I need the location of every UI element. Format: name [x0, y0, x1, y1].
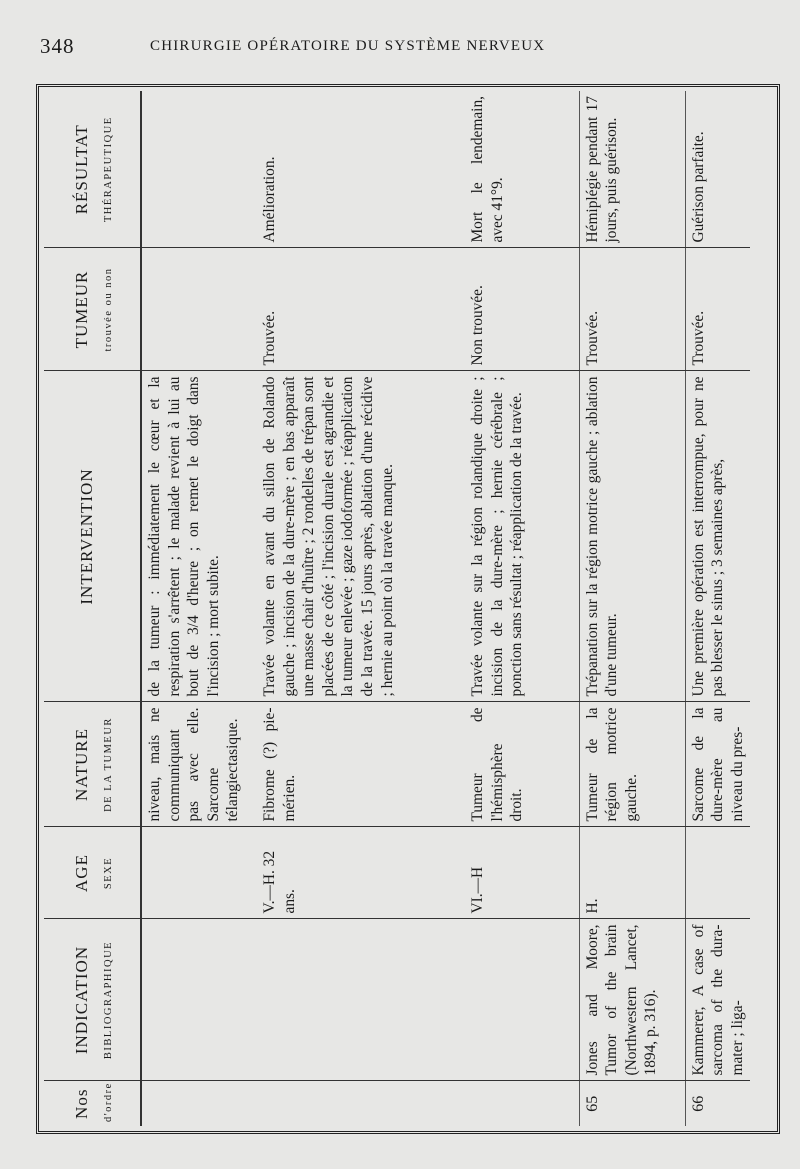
cell-tumeur: Non trouvée.	[465, 248, 579, 371]
cell-age: V.—H. 32 ans.	[257, 827, 465, 919]
cell-nature: Sarcome de la dure-mère au niveau du pres-	[685, 702, 750, 827]
cell-biblio: Jones and Moore, Tumor of the brain (Northwestern Lancet, 1894, p. 316).	[579, 919, 685, 1081]
cell-resultat: Guérison parfaite.	[685, 91, 750, 248]
cell-intervention: Travée volante en avant du sillon de Rolando gauche ; incision de la dure-mère ; en bas apparaît une masse chair d'huître ; 2 rondelles de trépan sont placées de ce côté ; l'incision durale est agrandie et la tumeur enlevée ; gaze iodoformée ; réapplication de la travée. 15 jours après, ablation d'une récidive ; hernie au point où la travée manque.	[257, 371, 465, 702]
cell-nature: Fibrome (?) pie-mérien.	[257, 702, 465, 827]
cell-nature: Tumeur de la région motrice gauche.	[579, 702, 685, 827]
cell-resultat: Hémiplégie pendant 17 jours, puis guérison.	[579, 91, 685, 248]
header-age: AGE SEXE	[44, 827, 141, 919]
cell-num	[141, 1081, 257, 1126]
header-num: Nos d'ordre	[44, 1081, 141, 1126]
surgery-cases-table	[44, 91, 750, 1126]
cell-biblio: Kammerer, A case of sarcoma of the dura-mater ; liga-	[685, 919, 750, 1081]
cell-tumeur: Trouvée.	[579, 248, 685, 371]
cell-biblio	[465, 919, 579, 1081]
rotated-table-container	[44, 91, 766, 1126]
table-row	[257, 91, 465, 1126]
cell-num	[465, 1081, 579, 1126]
cell-num: 66	[685, 1081, 750, 1126]
header-row	[44, 91, 141, 1126]
cell-age: H.	[579, 827, 685, 919]
cell-tumeur: Trouvée.	[685, 248, 750, 371]
running-title: CHIRURGIE OPÉRATOIRE DU SYSTÈME NERVEUX	[150, 38, 546, 54]
cell-tumeur	[141, 248, 257, 371]
cell-intervention: Une première opération est interrompue, pour ne pas blesser le sinus ; 3 semaines après,	[685, 371, 750, 702]
cell-intervention: de la tumeur : immédiatement le cœur et la respiration s'arrêtent ; le malade revient à lui au bout de 3/4 d'heure ; on remet le doigt dans l'incision ; mort subite.	[141, 371, 257, 702]
cell-age	[141, 827, 257, 919]
cell-nature: niveau, mais ne communiquant pas avec elle. Sarcome télangiectasique.	[141, 702, 257, 827]
header-tumeur: TUMEUR trouvée ou non	[44, 248, 141, 371]
cell-age	[685, 827, 750, 919]
cell-biblio	[257, 919, 465, 1081]
cell-num	[257, 1081, 465, 1126]
cell-resultat: Mort le lendemain, avec 41°9.	[469, 96, 506, 243]
page-number: 348	[40, 34, 75, 58]
table-row	[685, 91, 750, 1126]
page-header	[40, 34, 780, 64]
header-nature: NATURE DE LA TUMEUR	[44, 702, 141, 827]
cell-nature: Tumeur de l'hémisphère droit.	[465, 702, 579, 827]
cell-resultat	[141, 91, 257, 248]
cell-intervention: Trépanation sur la région motrice gauche ; ablation d'une tumeur.	[579, 371, 685, 702]
table-row	[465, 91, 579, 1126]
header-intervention: INTERVENTION	[44, 371, 141, 702]
cell-num: 65	[579, 1081, 685, 1126]
cell-intervention: Travée volante sur la région rolandique droite ; incision de la dure-mère ; hernie cérébrale ; ponction sans résultat ; réapplication de la travée.	[465, 371, 579, 702]
cell-resultat: Amélioration.	[261, 156, 278, 243]
cell-tumeur: Trouvée.	[257, 248, 465, 371]
table-row	[579, 91, 685, 1126]
header-resultat: RÉSULTAT THÉRAPEUTIQUE	[44, 91, 141, 248]
header-biblio: INDICATION BIBLIOGRAPHIQUE	[44, 919, 141, 1081]
cell-age: VI.—H	[465, 827, 579, 919]
cell-biblio	[141, 919, 257, 1081]
table-row	[141, 91, 257, 1126]
